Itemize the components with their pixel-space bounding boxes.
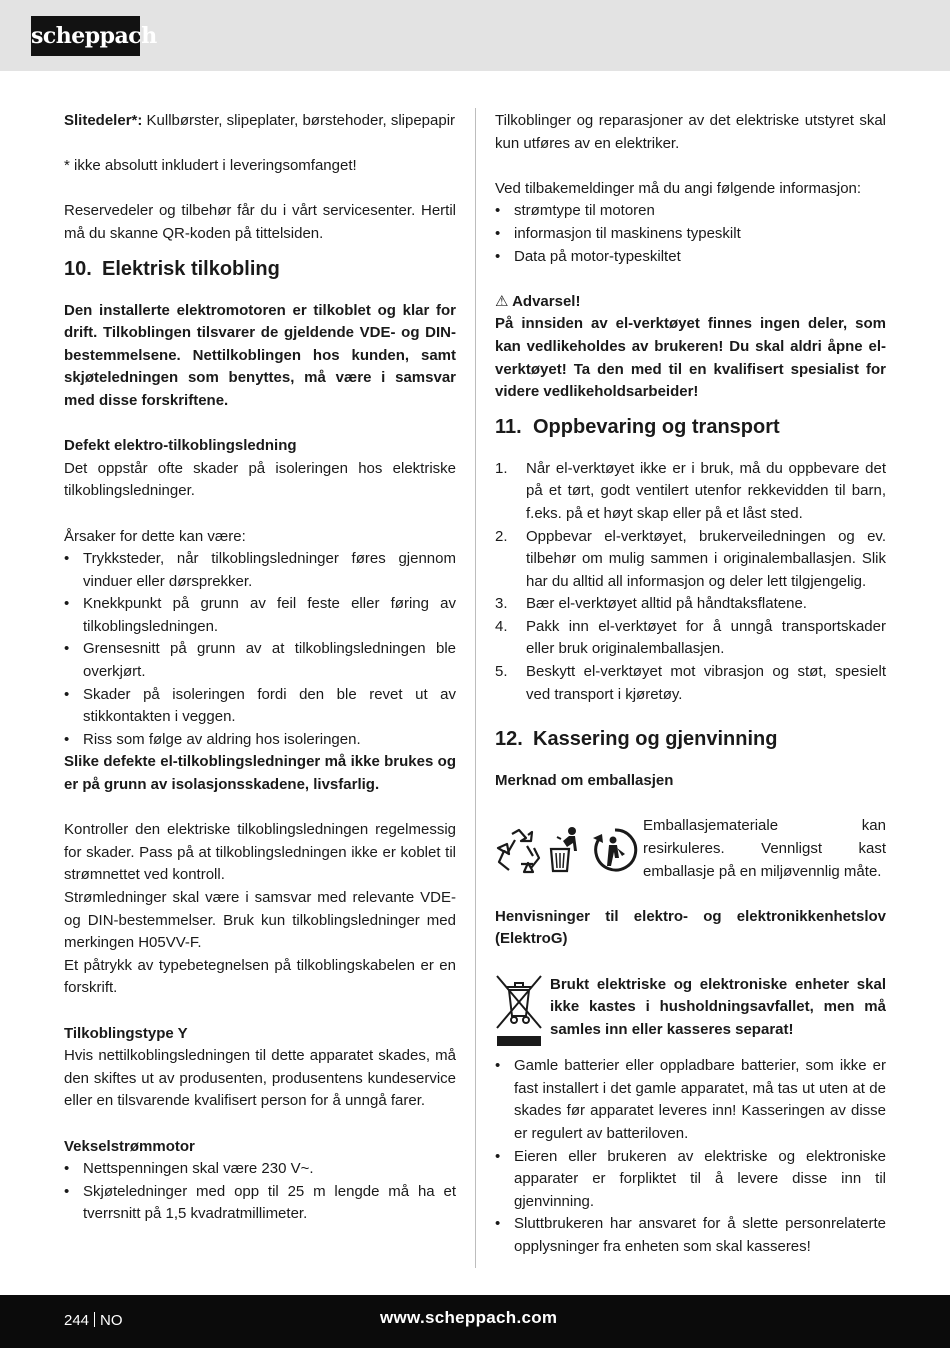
warning-text: På innsiden av el-verktøyet finnes ingen deler, som kan vedlikeholdes av brukeren! Du skal aldri åpne el-verktøyet! Ta den med til en kvalifisert spesialist for videre vedlikeholdsarbeider! [495, 315, 886, 401]
warning-triangle-icon: ⚠ [495, 292, 509, 310]
list-item: 3. Bær el-verktøyet alltid på håndtaksflatene. [495, 595, 807, 613]
warning-title: ⚠ Advarsel! [495, 292, 581, 310]
list-item: • Riss som følge av aldring hos isoleringen. [64, 729, 456, 752]
defect-warning: Slike defekte el-tilkoblingsledninger må ikke brukes og er på grunn av isolasjonsskadene, livsfarlig. [64, 753, 456, 794]
packaging-symbols [495, 821, 643, 879]
wear-parts [64, 110, 456, 133]
list-item: • Skader på isoleringen fordi den ble revet ut av stikkontakten i veggen. [64, 684, 456, 729]
ac-motor-heading: Vekselstrømmotor [64, 1137, 195, 1155]
page-footer [0, 1295, 950, 1348]
weee-row [495, 974, 886, 1056]
list-item: • informasjon til maskinens typeskilt [495, 223, 886, 246]
list-item: 4. Pakk inn el-verktøyet for å unngå transportskader eller bruk originalemballasjen. [495, 617, 886, 658]
list-item: • Skjøteledninger med opp til 25 m lengde må ha et tverrsnitt på 1,5 kvadratmillimeter. [64, 1181, 456, 1226]
packaging-heading: Merknad om emballasjen [495, 772, 674, 790]
feedback-intro: Ved tilbakemeldinger må du angi følgende informasjon: [495, 179, 862, 197]
defect-heading: Defekt elektro-tilkoblingsledning [64, 437, 297, 455]
brand-logo: scheppach [31, 16, 140, 56]
causes-intro: Årsaker for dette kan være: [64, 527, 246, 545]
list-item: 2. Oppbevar el-verktøyet, brukerveiledningen og ev. tilbehør om mulig sammen i originalemballasjen. Slik har du alltid all informasjon og deler lett tilgjengelig. [495, 527, 886, 590]
left-column [64, 110, 456, 1226]
section-11-heading: 11. Oppbevaring og transport [495, 415, 780, 438]
spare-parts-text: Reservedeler og tilbehør får du i vårt servicesenter. Hertil må du skanne QR-koden på tittelsiden. [64, 202, 456, 242]
ac-motor-list [64, 1158, 456, 1226]
weee-symbol [495, 974, 550, 1056]
list-item: • strømtype til motoren [495, 200, 886, 223]
section-10-heading: 10. Elektrisk tilkobling [64, 257, 280, 280]
section-10-intro: Den installerte elektromotoren er tilkoblet og klar for drift. Tilkoblingen tilsvarer de gjeldende VDE- og DIN-bestemmelsene. Nettilkoblingen hos kunden, samt skjøteledningen som benyttes, må være i samsvar med disse forskriftene. [64, 301, 456, 409]
list-item: 5. Beskytt el-verktøyet mot vibrasjon og støt, spesielt ved transport i kjøretøy. [495, 663, 886, 703]
recycling-icon [495, 826, 543, 874]
check-text-3: Et påtrykk av typebetegnelsen på tilkoblingskabelen er en forskrift. [64, 956, 456, 997]
list-item: • Gamle batterier eller oppladbare batterier, som ikke er fast installert i det gamle apparatet, må tas ut uten at de skades før apparatet leveres inn! Kasseringen av disse er regulert av batteriloven. [495, 1055, 886, 1145]
storage-list [495, 458, 886, 707]
elektrog-heading: Henvisninger til elektro- og elektronikkenhetslov (ElektroG) [495, 907, 886, 948]
type-y-text: Hvis nettilkoblingsledningen til dette apparatet skades, må den skiftes ut av produsenten, produsentens kundeservice eller en tilsvarende kvalifisert person for å unngå farer. [64, 1047, 456, 1110]
repairs-text: Tilkoblinger og reparasjoner av det elektriske utstyret skal kun utføres av en elektriker. [495, 112, 886, 152]
list-item: 1. Når el-verktøyet ikke er i bruk, må du oppbevare det på et tørt, godt ventilert utenfor rekkevidden til barn, f.eks. på et høyt skap eller på et låst sted. [495, 459, 886, 522]
section-12-heading: 12. Kassering og gjenvinning [495, 728, 778, 751]
list-item: • Grensesnitt på grunn av at tilkoblingsledningen ble overkjørt. [64, 638, 456, 683]
page-number: 244 NO [64, 1312, 123, 1329]
list-item: • Eieren eller brukeren av elektriske og elektroniske apparater er forpliktet til å levere disse inn til gjenvinning. [495, 1146, 886, 1214]
list-item: • Data på motor-typeskiltet [495, 246, 886, 269]
crossed-bin-icon [495, 974, 543, 1048]
feedback-list [495, 200, 886, 268]
packaging-text: Emballasjemateriale kan resirkuleres. Vennligst kast emballasje på en miljøvennlig måte. [643, 817, 886, 880]
causes-list [64, 548, 456, 751]
right-column [495, 110, 886, 1259]
check-text-2: Strømledninger skal være i samsvar med relevante VDE- og DIN-bestemmelser. Bruk kun tilkoblingsledninger med merkingen H05VV-F. [64, 889, 456, 952]
list-item: • Trykksteder, når tilkoblingsledninger føres gjennom vinduer eller dørsprekker. [64, 548, 456, 593]
weee-text: Brukt elektriske og elektroniske enheter skal ikke kastes i husholdningsavfallet, men må samles inn eller kasseres separat! [550, 975, 886, 1038]
type-y-heading: Tilkoblingstype Y [64, 1024, 188, 1042]
disposal-list [495, 1055, 886, 1258]
not-included-note: * ikke absolutt inkludert i leveringsomfanget! [64, 157, 357, 175]
check-text-1: Kontroller den elektriske tilkoblingsledningen regelmessig for skader. Pass på at tilkoblingsledningen ikke er koblet til strømnettet ved kontroll. [64, 821, 456, 884]
list-item: • Knekkpunkt på grunn av feil feste eller føring av tilkoblingsledningen. [64, 593, 456, 638]
list-item: • Nettspenningen skal være 230 V~. [64, 1158, 456, 1181]
wear-parts-text: Kullbørster, slipeplater, børstehoder, slipepapir [142, 112, 456, 129]
wear-parts-label: Slitedeler*: [64, 112, 143, 129]
recycle-hand-icon [591, 826, 639, 874]
list-item: • Sluttbrukeren har ansvaret for å slette personrelaterte opplysninger fra enheten som skal kasseres! [495, 1213, 886, 1258]
defect-text: Det oppstår ofte skader på isoleringen hos elektriske tilkoblingsledninger. [64, 459, 456, 500]
packaging-row [495, 815, 886, 883]
litter-bin-icon [547, 825, 587, 875]
website-link[interactable]: www.scheppach.com [380, 1308, 558, 1327]
column-divider [475, 108, 476, 1268]
page-header [0, 0, 950, 71]
